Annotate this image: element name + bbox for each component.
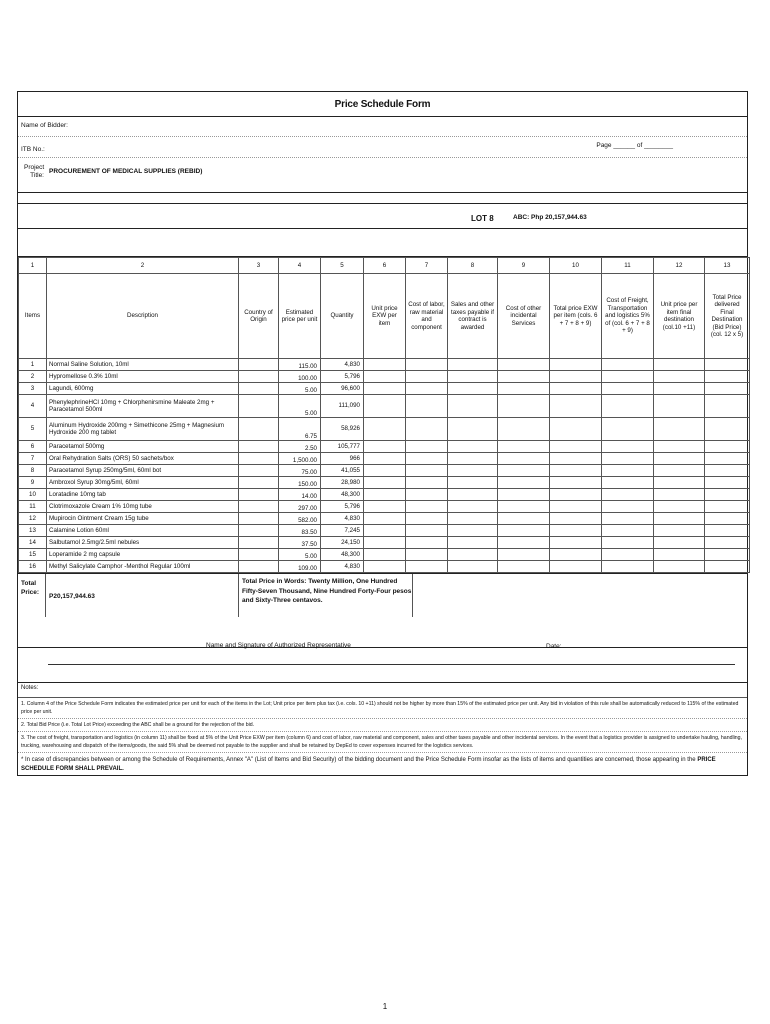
item-estimated-price: 150.00 (279, 477, 321, 489)
item-sales-taxes[interactable] (448, 513, 498, 525)
blank-row (18, 229, 747, 257)
table-row (19, 477, 750, 489)
item-total-final[interactable] (705, 537, 750, 549)
form-title: Price Schedule Form (18, 92, 747, 117)
item-unit-final[interactable] (654, 441, 705, 453)
item-estimated-price: 115.00 (279, 359, 321, 371)
item-description: PhenylephrineHCl 10mg + Chlorphenirsmine Maleate 2mg + Paracetamol 500ml (47, 395, 239, 418)
item-quantity: 41,055 (321, 465, 364, 477)
col-header-total-final: Total Price delivered Final Destination (Bid Price) (col. 12 x 5) (705, 274, 750, 359)
item-quantity: 105,777 (321, 441, 364, 453)
bidder-label: Name of Bidder: (21, 122, 68, 129)
item-total-exw[interactable] (550, 395, 602, 418)
item-cost-labor[interactable] (406, 477, 448, 489)
note-2: 2. Total Bid Price (i.e. Total Lot Price) exceeding the ABC shall be a ground for the rejection of the bid. (18, 719, 747, 732)
item-incidental[interactable] (498, 359, 550, 371)
item-number: 11 (19, 501, 47, 513)
item-total-exw[interactable] (550, 465, 602, 477)
item-country[interactable] (239, 561, 279, 573)
item-sales-taxes[interactable] (448, 441, 498, 453)
item-cost-labor[interactable] (406, 453, 448, 465)
item-total-final[interactable] (705, 501, 750, 513)
item-quantity: 96,600 (321, 383, 364, 395)
item-total-exw[interactable] (550, 561, 602, 573)
project-row (18, 158, 747, 193)
item-incidental[interactable] (498, 489, 550, 501)
item-unit-price-exw[interactable] (364, 513, 406, 525)
col-header-sales-taxes: Sales and other taxes payable if contract is awarded (448, 274, 498, 359)
item-incidental[interactable] (498, 441, 550, 453)
col-header-estimated-price: Estimated price per unit (279, 274, 321, 359)
item-sales-taxes[interactable] (448, 465, 498, 477)
item-description: Mupirocin Ointment Cream 15g tube (47, 513, 239, 525)
col-number: 11 (602, 258, 654, 274)
col-number: 10 (550, 258, 602, 274)
item-sales-taxes[interactable] (448, 418, 498, 441)
item-unit-price-exw[interactable] (364, 465, 406, 477)
item-freight[interactable] (602, 465, 654, 477)
project-title: PROCUREMENT OF MEDICAL SUPPLIES (REBID) (49, 168, 203, 175)
prevail-note-text: * In case of discrepancies between or among the Schedule of Requirements, Annex "A" (List of Items and Bid Security) of the bidding document and the Price Schedule Form insofar as the lists of items and quantities are concerned, those appearing in the (21, 757, 696, 763)
item-freight[interactable] (602, 513, 654, 525)
item-freight[interactable] (602, 525, 654, 537)
item-quantity: 5,796 (321, 371, 364, 383)
date-label: Date: (546, 643, 562, 650)
item-country[interactable] (239, 489, 279, 501)
item-unit-final[interactable] (654, 453, 705, 465)
item-unit-price-exw[interactable] (364, 371, 406, 383)
item-freight[interactable] (602, 418, 654, 441)
signature-row (18, 642, 747, 682)
item-freight[interactable] (602, 383, 654, 395)
items-table (18, 257, 750, 573)
item-description: Ambroxol Syrup 30mg/5ml, 60ml (47, 477, 239, 489)
item-incidental[interactable] (498, 477, 550, 489)
item-unit-price-exw[interactable] (364, 383, 406, 395)
item-country[interactable] (239, 453, 279, 465)
item-country[interactable] (239, 441, 279, 453)
item-cost-labor[interactable] (406, 549, 448, 561)
item-total-exw[interactable] (550, 549, 602, 561)
item-incidental[interactable] (498, 418, 550, 441)
item-number: 12 (19, 513, 47, 525)
item-unit-final[interactable] (654, 513, 705, 525)
item-unit-price-exw[interactable] (364, 359, 406, 371)
item-country[interactable] (239, 418, 279, 441)
item-unit-final[interactable] (654, 465, 705, 477)
item-unit-final[interactable] (654, 549, 705, 561)
item-estimated-price: 14.00 (279, 489, 321, 501)
total-price-value: P20,157,944.63 (49, 593, 95, 600)
item-incidental[interactable] (498, 549, 550, 561)
note-3: 3. The cost of freight, transportation and logistics (in column 11) shall be fixed at 5% of the Unit Price EXW per item (column 6) and cost of labor, raw material and component, sales and other taxes payable and other incidental services. In the event that a logistics provider is assigned to undertake hauling, handling, trucking, warehousing and dispatch of the items/goods, the said 5% shall be deemed not payable to the supplier and shall be retained by DepEd to cover expenses incurred for the logistics services. (18, 732, 747, 753)
item-sales-taxes[interactable] (448, 489, 498, 501)
item-unit-price-exw[interactable] (364, 537, 406, 549)
table-row (19, 513, 750, 525)
item-estimated-price: 582.00 (279, 513, 321, 525)
item-freight[interactable] (602, 489, 654, 501)
item-number: 6 (19, 441, 47, 453)
item-number: 14 (19, 537, 47, 549)
item-number: 9 (19, 477, 47, 489)
item-total-exw[interactable] (550, 489, 602, 501)
item-incidental[interactable] (498, 383, 550, 395)
item-cost-labor[interactable] (406, 418, 448, 441)
column-header-row (19, 274, 750, 359)
item-total-exw[interactable] (550, 453, 602, 465)
item-total-exw[interactable] (550, 441, 602, 453)
item-country[interactable] (239, 549, 279, 561)
item-description: Paracetamol Syrup 250mg/5ml, 60ml bot (47, 465, 239, 477)
item-description: Salbutamol 2.5mg/2.5ml nebules (47, 537, 239, 549)
item-unit-final[interactable] (654, 359, 705, 371)
item-cost-labor[interactable] (406, 395, 448, 418)
signature-label: Name and Signature of Authorized Representative (206, 642, 351, 649)
item-total-exw[interactable] (550, 383, 602, 395)
item-total-final[interactable] (705, 371, 750, 383)
col-header-cost-labor: Cost of labor, raw material and component (406, 274, 448, 359)
item-total-final[interactable] (705, 465, 750, 477)
item-number: 7 (19, 453, 47, 465)
item-cost-labor[interactable] (406, 501, 448, 513)
item-sales-taxes[interactable] (448, 525, 498, 537)
item-total-final[interactable] (705, 441, 750, 453)
item-description: Loperamide 2 mg capsule (47, 549, 239, 561)
prevail-note (18, 753, 747, 775)
item-cost-labor[interactable] (406, 561, 448, 573)
item-freight[interactable] (602, 477, 654, 489)
item-total-exw[interactable] (550, 477, 602, 489)
table-row (19, 441, 750, 453)
item-sales-taxes[interactable] (448, 561, 498, 573)
item-description: Normal Saline Solution, 10ml (47, 359, 239, 371)
item-estimated-price: 297.00 (279, 501, 321, 513)
notes-label: Notes: (18, 682, 747, 698)
table-row (19, 525, 750, 537)
item-sales-taxes[interactable] (448, 395, 498, 418)
item-total-final[interactable] (705, 359, 750, 371)
item-unit-final[interactable] (654, 383, 705, 395)
item-quantity: 48,300 (321, 549, 364, 561)
item-rows (19, 359, 750, 573)
item-freight[interactable] (602, 441, 654, 453)
item-country[interactable] (239, 395, 279, 418)
item-total-final[interactable] (705, 477, 750, 489)
item-total-final[interactable] (705, 549, 750, 561)
item-unit-price-exw[interactable] (364, 395, 406, 418)
notes-section (18, 682, 747, 775)
item-unit-price-exw[interactable] (364, 561, 406, 573)
item-quantity: 24,150 (321, 537, 364, 549)
item-freight[interactable] (602, 537, 654, 549)
item-total-final[interactable] (705, 395, 750, 418)
item-estimated-price: 83.50 (279, 525, 321, 537)
item-freight[interactable] (602, 561, 654, 573)
item-country[interactable] (239, 359, 279, 371)
page-of-label: Page ______ of ________ (596, 142, 673, 149)
item-unit-final[interactable] (654, 371, 705, 383)
item-quantity: 5,796 (321, 501, 364, 513)
item-total-final[interactable] (705, 418, 750, 441)
item-unit-final[interactable] (654, 525, 705, 537)
col-number: 8 (448, 258, 498, 274)
item-description: Clotrimoxazole Cream 1% 10mg tube (47, 501, 239, 513)
item-unit-final[interactable] (654, 537, 705, 549)
item-country[interactable] (239, 513, 279, 525)
item-number: 10 (19, 489, 47, 501)
item-freight[interactable] (602, 371, 654, 383)
item-unit-price-exw[interactable] (364, 489, 406, 501)
item-number: 13 (19, 525, 47, 537)
item-number: 2 (19, 371, 47, 383)
note-1: 1. Column 4 of the Price Schedule Form indicates the estimated price per unit for each of the items in the Lot; Unit price per item plus tax (i.e. cols. 10 +11) should not be higher by more than 15% of the estimated price per unit. Any bid in violation of this rule shall be automatically reduced to 115% of the estimated price per unit. (18, 698, 747, 719)
col-header-freight: Cost of Freight, Transportation and logistics 5% of (col. 6 + 7 + 8 + 9) (602, 274, 654, 359)
col-number: 5 (321, 258, 364, 274)
col-header-description: Description (47, 274, 239, 359)
col-number: 12 (654, 258, 705, 274)
item-description: Lagundi, 600mg (47, 383, 239, 395)
item-number: 15 (19, 549, 47, 561)
item-sales-taxes[interactable] (448, 383, 498, 395)
item-country[interactable] (239, 383, 279, 395)
item-unit-final[interactable] (654, 489, 705, 501)
item-unit-price-exw[interactable] (364, 501, 406, 513)
item-description: Methyl Salicylate Camphor -Menthol Regular 100ml (47, 561, 239, 573)
item-incidental[interactable] (498, 465, 550, 477)
item-estimated-price: 5.00 (279, 549, 321, 561)
item-number: 3 (19, 383, 47, 395)
item-cost-labor[interactable] (406, 383, 448, 395)
signature-line (48, 664, 537, 665)
item-description: Hypromellose 0.3% 10ml (47, 371, 239, 383)
item-estimated-price: 5.00 (279, 395, 321, 418)
item-incidental[interactable] (498, 561, 550, 573)
item-quantity: 48,300 (321, 489, 364, 501)
item-number: 1 (19, 359, 47, 371)
table-row (19, 383, 750, 395)
total-price-label: Total Price: (18, 574, 46, 617)
item-cost-labor[interactable] (406, 371, 448, 383)
item-incidental[interactable] (498, 453, 550, 465)
itb-label: ITB No.: (21, 146, 45, 153)
item-number: 8 (19, 465, 47, 477)
table-row (19, 418, 750, 441)
item-sales-taxes[interactable] (448, 477, 498, 489)
col-number: 6 (364, 258, 406, 274)
item-cost-labor[interactable] (406, 465, 448, 477)
item-total-final[interactable] (705, 561, 750, 573)
item-unit-final[interactable] (654, 418, 705, 441)
item-unit-final[interactable] (654, 501, 705, 513)
column-number-row (19, 258, 750, 274)
item-total-exw[interactable] (550, 359, 602, 371)
spacer-row (18, 193, 747, 204)
abc-label: ABC: Php 20,157,944.63 (513, 214, 587, 221)
item-cost-labor[interactable] (406, 513, 448, 525)
item-total-final[interactable] (705, 525, 750, 537)
item-estimated-price: 37.50 (279, 537, 321, 549)
item-incidental[interactable] (498, 525, 550, 537)
prevail-note-bold: PRICE SCHEDULE FORM SHALL PREVAIL. (21, 757, 716, 772)
col-header-quantity: Quantity (321, 274, 364, 359)
col-number: 9 (498, 258, 550, 274)
item-estimated-price: 2.50 (279, 441, 321, 453)
page-number: 1 (382, 1002, 388, 1011)
item-incidental[interactable] (498, 537, 550, 549)
item-unit-price-exw[interactable] (364, 453, 406, 465)
item-estimated-price: 75.00 (279, 465, 321, 477)
item-country[interactable] (239, 525, 279, 537)
item-freight[interactable] (602, 453, 654, 465)
col-number: 7 (406, 258, 448, 274)
col-header-country: Country of Origin (239, 274, 279, 359)
item-estimated-price: 109.00 (279, 561, 321, 573)
col-header-unit-final: Unit price per item final destination (col.10 +11) (654, 274, 705, 359)
item-unit-price-exw[interactable] (364, 525, 406, 537)
item-description: Oral Rehydration Salts (ORS) 50 sachets/box (47, 453, 239, 465)
item-country[interactable] (239, 371, 279, 383)
item-cost-labor[interactable] (406, 489, 448, 501)
item-sales-taxes[interactable] (448, 453, 498, 465)
col-header-items: Items (19, 274, 47, 359)
item-freight[interactable] (602, 549, 654, 561)
item-unit-final[interactable] (654, 561, 705, 573)
col-number: 4 (279, 258, 321, 274)
item-quantity: 4,830 (321, 561, 364, 573)
price-schedule-form (17, 91, 748, 776)
item-estimated-price: 5.00 (279, 383, 321, 395)
item-cost-labor[interactable] (406, 359, 448, 371)
col-header-unit-price-exw: Unit price EXW per item (364, 274, 406, 359)
table-row (19, 489, 750, 501)
col-number: 13 (705, 258, 750, 274)
item-estimated-price: 6.75 (279, 418, 321, 441)
col-header-total-exw: Total price EXW per item (cols. 6 + 7 + 8 + 9) (550, 274, 602, 359)
item-freight[interactable] (602, 395, 654, 418)
item-sales-taxes[interactable] (448, 501, 498, 513)
item-description: Paracetamol 500mg (47, 441, 239, 453)
item-total-exw[interactable] (550, 525, 602, 537)
item-unit-final[interactable] (654, 477, 705, 489)
table-row (19, 371, 750, 383)
item-description: Calamine Lotion 60ml (47, 525, 239, 537)
item-total-exw[interactable] (550, 418, 602, 441)
item-estimated-price: 100.00 (279, 371, 321, 383)
item-total-final[interactable] (705, 383, 750, 395)
item-unit-price-exw[interactable] (364, 441, 406, 453)
item-incidental[interactable] (498, 501, 550, 513)
item-description: Aluminum Hydroxide 200mg + Simethicone 25mg + Magnesium Hydroxide 200 mg tablet (47, 418, 239, 441)
table-row (19, 359, 750, 371)
item-sales-taxes[interactable] (448, 537, 498, 549)
item-total-exw[interactable] (550, 371, 602, 383)
item-number: 4 (19, 395, 47, 418)
item-sales-taxes[interactable] (448, 549, 498, 561)
form-meta (18, 117, 747, 158)
item-country[interactable] (239, 537, 279, 549)
item-incidental[interactable] (498, 513, 550, 525)
table-row (19, 395, 750, 418)
item-quantity: 28,980 (321, 477, 364, 489)
total-price-words: Total Price in Words: Twenty Million, One Hundred Fifty-Seven Thousand, Nine Hundred Forty-Four pesos and Sixty-Three centavos. (238, 574, 413, 617)
lot-label: LOT 8 (471, 214, 494, 223)
item-total-exw[interactable] (550, 513, 602, 525)
item-total-final[interactable] (705, 513, 750, 525)
table-row (19, 465, 750, 477)
project-label: Project Title: (24, 164, 45, 179)
item-total-final[interactable] (705, 453, 750, 465)
col-header-incidental: Cost of other incidental Services (498, 274, 550, 359)
table-row (19, 549, 750, 561)
lot-row (18, 204, 747, 229)
table-row (19, 561, 750, 573)
item-freight[interactable] (602, 359, 654, 371)
table-row (19, 453, 750, 465)
item-unit-price-exw[interactable] (364, 477, 406, 489)
item-sales-taxes[interactable] (448, 359, 498, 371)
item-quantity: 58,926 (321, 418, 364, 441)
item-cost-labor[interactable] (406, 441, 448, 453)
item-estimated-price: 1,500.00 (279, 453, 321, 465)
item-country[interactable] (239, 465, 279, 477)
item-unit-final[interactable] (654, 395, 705, 418)
item-unit-price-exw[interactable] (364, 418, 406, 441)
item-quantity: 4,830 (321, 513, 364, 525)
item-quantity: 7,245 (321, 525, 364, 537)
item-total-exw[interactable] (550, 537, 602, 549)
col-number: 2 (47, 258, 239, 274)
date-line (536, 664, 735, 665)
item-unit-price-exw[interactable] (364, 549, 406, 561)
item-total-final[interactable] (705, 489, 750, 501)
col-number: 3 (239, 258, 279, 274)
item-sales-taxes[interactable] (448, 371, 498, 383)
item-total-exw[interactable] (550, 501, 602, 513)
item-country[interactable] (239, 477, 279, 489)
item-number: 16 (19, 561, 47, 573)
item-incidental[interactable] (498, 395, 550, 418)
item-freight[interactable] (602, 501, 654, 513)
item-country[interactable] (239, 501, 279, 513)
col-number: 1 (19, 258, 47, 274)
total-row (18, 573, 747, 647)
table-row (19, 501, 750, 513)
item-cost-labor[interactable] (406, 525, 448, 537)
item-cost-labor[interactable] (406, 537, 448, 549)
item-number: 5 (19, 418, 47, 441)
item-quantity: 111,090 (321, 395, 364, 418)
item-description: Loratadine 10mg tab (47, 489, 239, 501)
table-row (19, 537, 750, 549)
item-incidental[interactable] (498, 371, 550, 383)
item-quantity: 4,830 (321, 359, 364, 371)
item-quantity: 966 (321, 453, 364, 465)
